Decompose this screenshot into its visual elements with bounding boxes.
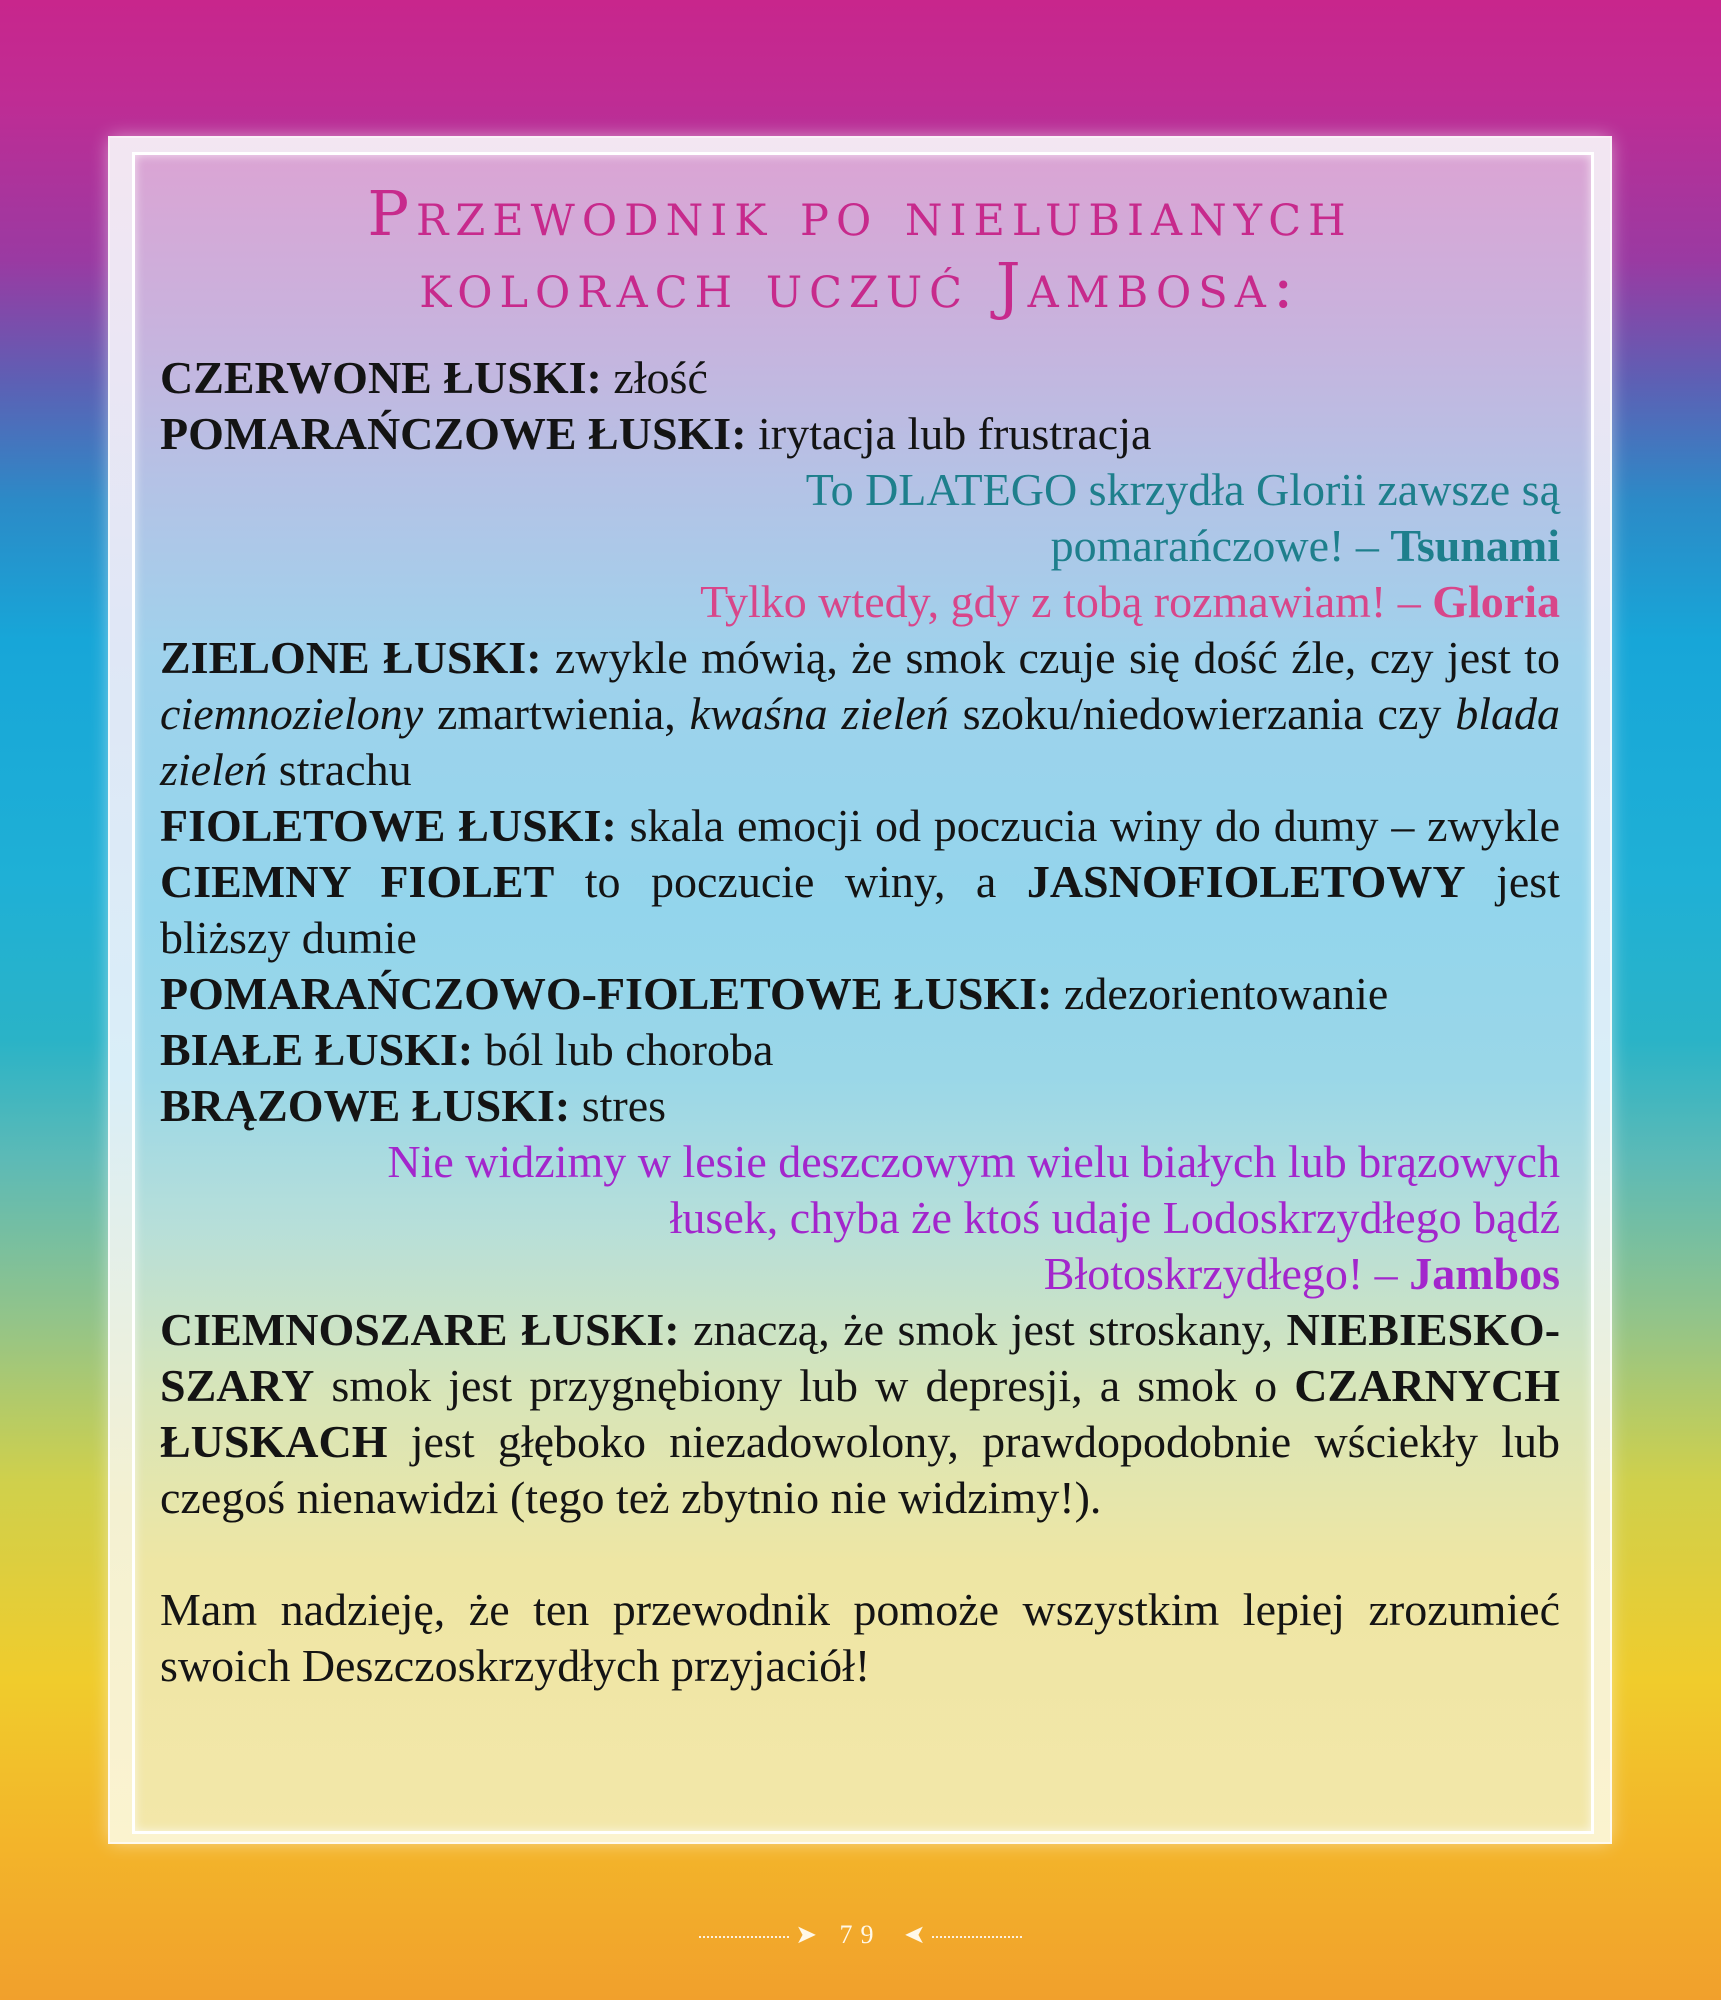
jambos-note bbox=[160, 1134, 1560, 1302]
entry-text: smok jest przygnębiony lub w depresji, a smok o bbox=[314, 1360, 1295, 1411]
entry-text: zmartwienia, bbox=[423, 688, 690, 739]
title-line-1: Przewodnik po nielubianych bbox=[367, 177, 1353, 250]
closing-line: zrozumieć swoich Deszczoskrzydłych przyjaciół! bbox=[160, 1584, 1560, 1691]
entry-text: zwykle mówią, że smok czuje się dość źle, czy jest to bbox=[541, 632, 1560, 683]
emphasis: CIEMNY FIOLET bbox=[160, 856, 555, 907]
entry-text: ból lub choroba bbox=[473, 1024, 774, 1075]
gloria-note bbox=[160, 574, 1560, 630]
entry-text: to poczucie winy, a bbox=[554, 856, 1027, 907]
title-line-2: kolorach uczuć Jambosa: bbox=[419, 249, 1301, 322]
note-text: Tylko wtedy, gdy z tobą rozmawiam! – bbox=[700, 576, 1433, 627]
entry-text: skala emocji od poczucia winy do dumy – zwykle bbox=[616, 800, 1560, 851]
entry-green bbox=[160, 630, 1560, 798]
note-author: Gloria bbox=[1432, 576, 1560, 627]
page-footer bbox=[0, 1920, 1721, 1950]
entry-label: CIEMNOSZARE ŁUSKI: bbox=[160, 1304, 680, 1355]
emphasis: blada zieleń bbox=[160, 688, 1560, 795]
entry-brown bbox=[160, 1078, 1560, 1134]
footer-ornament-right bbox=[932, 1936, 1022, 1938]
entry-text: jest bliższy dumie bbox=[160, 856, 1560, 963]
entry-label: CZERWONE ŁUSKI: bbox=[160, 352, 602, 403]
entry-label: ZIELONE ŁUSKI: bbox=[160, 632, 542, 683]
page-title bbox=[132, 178, 1588, 322]
entry-white bbox=[160, 1022, 1560, 1078]
note-line: To DLATEGO skrzydła Glorii zawsze są bbox=[805, 464, 1560, 515]
entry-text: stres bbox=[570, 1080, 667, 1131]
tsunami-note bbox=[160, 462, 1560, 574]
note-author: Tsunami bbox=[1390, 520, 1560, 571]
entry-orange-purple bbox=[160, 966, 1560, 1022]
entry-label: BRĄZOWE ŁUSKI: bbox=[160, 1080, 571, 1131]
footer-ornament-left bbox=[699, 1936, 789, 1938]
entry-dark-gray bbox=[160, 1302, 1560, 1526]
entry-text: irytacja lub frustracja bbox=[746, 408, 1152, 459]
entry-text: jest głęboko niezadowolony, prawdopodobnie wściekły lub czegoś nienawidzi (tego też zbytnio nie widzimy!). bbox=[160, 1416, 1560, 1523]
entry-purple bbox=[160, 798, 1560, 966]
arrow-right-icon: ➤ bbox=[896, 1920, 926, 1949]
closing-text bbox=[160, 1582, 1560, 1694]
entry-text: złość bbox=[601, 352, 708, 403]
entry-text: znaczą, że smok jest stroskany, bbox=[679, 1304, 1287, 1355]
entry-red bbox=[160, 350, 1560, 406]
spacer bbox=[160, 1526, 1560, 1582]
note-line: Nie widzimy w lesie deszczowym wielu białych lub brązowych bbox=[387, 1136, 1560, 1187]
closing-line: Mam nadzieję, że ten przewodnik pomoże wszystkim lepiej bbox=[160, 1584, 1345, 1635]
entry-label: BIAŁE ŁUSKI: bbox=[160, 1024, 474, 1075]
entry-label: POMARAŃCZOWE ŁUSKI: bbox=[160, 408, 747, 459]
entry-orange bbox=[160, 406, 1560, 462]
note-line: łusek, chyba że ktoś udaje Lodoskrzydłego bądź bbox=[669, 1192, 1560, 1243]
note-author: Jambos bbox=[1409, 1248, 1560, 1299]
guide-body bbox=[160, 350, 1560, 1694]
arrow-left-icon: ➤ bbox=[795, 1920, 825, 1949]
emphasis: kwaśna zieleń bbox=[689, 688, 949, 739]
note-line: Błotoskrzydłego! – bbox=[1043, 1248, 1410, 1299]
emphasis: JASNOFIOLETOWY bbox=[1026, 856, 1466, 907]
emphasis: ciemnozielony bbox=[160, 688, 424, 739]
entry-text: szoku/niedowierzania czy bbox=[948, 688, 1456, 739]
emphasis: CZARNYCH ŁUSKACH bbox=[160, 1360, 1560, 1467]
entry-text: zdezorientowanie bbox=[1052, 968, 1389, 1019]
page-number: 79 bbox=[839, 1920, 882, 1949]
entry-label: FIOLETOWE ŁUSKI: bbox=[160, 800, 617, 851]
note-line: pomarańczowe! – bbox=[1050, 520, 1391, 571]
entry-text: strachu bbox=[267, 744, 412, 795]
entry-label: POMARAŃCZOWO-FIOLETOWE ŁUSKI: bbox=[160, 968, 1053, 1019]
emphasis: NIEBIESKO-SZARY bbox=[160, 1304, 1561, 1411]
